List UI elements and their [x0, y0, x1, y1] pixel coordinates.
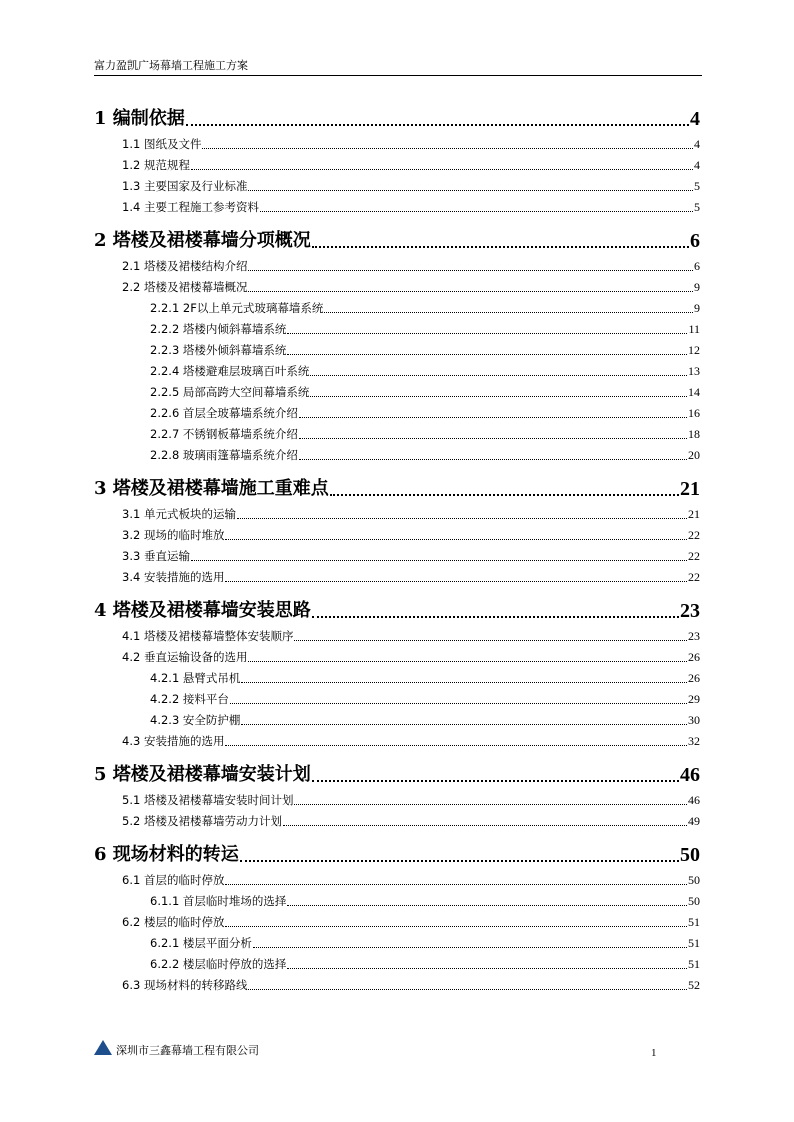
dot-leader	[248, 989, 687, 990]
toc-entry-title: 3.3 垂直运输	[122, 549, 190, 563]
toc-entry-page: 51	[688, 915, 700, 929]
toc-entry-page: 46	[680, 764, 700, 786]
toc-entry-page: 22	[688, 570, 700, 584]
dot-leader	[310, 396, 687, 397]
toc-entry-level-2[interactable]	[94, 275, 700, 296]
toc-entry-title: 6 现场材料的转运	[94, 844, 239, 865]
toc-entry-page: 51	[688, 936, 700, 950]
table-of-contents	[94, 100, 700, 994]
dot-leader	[294, 804, 687, 805]
toc-entry-title: 2.2.6 首层全玻幕墙系统介绍	[150, 406, 298, 420]
toc-entry-title: 4.2.3 安全防护棚	[150, 713, 241, 727]
dot-leader	[230, 703, 687, 704]
toc-entry-level-1[interactable]	[94, 100, 700, 132]
toc-entry-page: 5	[694, 200, 700, 214]
toc-entry-title: 2.2.3 塔楼外倾斜幕墙系统	[150, 343, 287, 357]
toc-entry-level-1[interactable]	[94, 222, 700, 254]
toc-entry-title: 6.2.2 楼层临时停放的选择	[150, 957, 287, 971]
toc-entry-page: 26	[688, 650, 700, 664]
toc-entry-title: 2 塔楼及裙楼幕墙分项概况	[94, 230, 311, 251]
company-name: 深圳市三鑫幕墙工程有限公司	[116, 1044, 259, 1057]
toc-entry-title: 6.1 首层的临时停放	[122, 873, 225, 887]
dot-leader	[253, 947, 687, 948]
dot-leader	[248, 291, 693, 292]
toc-entry-title: 6.2 楼层的临时停放	[122, 915, 225, 929]
toc-entry-level-3[interactable]	[94, 317, 700, 338]
toc-entry-level-1[interactable]	[94, 836, 700, 868]
toc-entry-page: 22	[688, 528, 700, 542]
dot-leader	[240, 860, 679, 862]
toc-entry-page: 50	[688, 873, 700, 887]
toc-entry-title: 4.2.2 接料平台	[150, 692, 229, 706]
toc-entry-title: 1.1 图纸及文件	[122, 137, 202, 151]
dot-leader	[186, 124, 689, 126]
toc-entry-page: 12	[688, 343, 700, 357]
dot-leader	[330, 494, 679, 496]
toc-entry-title: 4 塔楼及裙楼幕墙安装思路	[94, 600, 311, 621]
page-number: 1	[651, 1047, 657, 1059]
dot-leader	[248, 270, 693, 271]
toc-entry-page: 9	[694, 280, 700, 294]
dot-leader	[283, 825, 687, 826]
dot-leader	[312, 616, 679, 618]
toc-entry-level-2[interactable]	[94, 973, 700, 994]
toc-entry-page: 20	[688, 448, 700, 462]
toc-entry-title: 5.1 塔楼及裙楼幕墙安装时间计划	[122, 793, 294, 807]
dot-leader	[225, 926, 687, 927]
toc-entry-level-2[interactable]	[94, 809, 700, 830]
toc-entry-page: 18	[688, 427, 700, 441]
dot-leader	[299, 417, 687, 418]
toc-entry-title: 6.2.1 楼层平面分析	[150, 936, 252, 950]
toc-entry-title: 2.1 塔楼及裙楼结构介绍	[122, 259, 248, 273]
toc-entry-title: 4.2 垂直运输设备的选用	[122, 650, 248, 664]
toc-entry-page: 32	[688, 734, 700, 748]
dot-leader	[248, 661, 687, 662]
toc-entry-title: 2.2.2 塔楼内倾斜幕墙系统	[150, 322, 287, 336]
toc-entry-title: 3.4 安装措施的选用	[122, 570, 225, 584]
toc-entry-level-2[interactable]	[94, 174, 700, 195]
toc-entry-title: 2.2 塔楼及裙楼幕墙概况	[122, 280, 248, 294]
toc-entry-level-2[interactable]	[94, 729, 700, 750]
dot-leader	[237, 518, 687, 519]
dot-leader	[241, 682, 687, 683]
toc-entry-level-2[interactable]	[94, 910, 700, 931]
toc-entry-level-3[interactable]	[94, 338, 700, 359]
dot-leader	[225, 745, 687, 746]
toc-entry-level-2[interactable]	[94, 624, 700, 645]
toc-entry-page: 49	[688, 814, 700, 828]
toc-entry-title: 2.2.8 玻璃雨篷幕墙系统介绍	[150, 448, 298, 462]
toc-entry-page: 29	[688, 692, 700, 706]
toc-entry-level-2[interactable]	[94, 195, 700, 216]
toc-entry-level-1[interactable]	[94, 470, 700, 502]
toc-entry-level-1[interactable]	[94, 592, 700, 624]
toc-entry-level-2[interactable]	[94, 254, 700, 275]
dot-leader	[225, 884, 687, 885]
dot-leader	[225, 581, 687, 582]
toc-entry-title: 5 塔楼及裙楼幕墙安装计划	[94, 764, 311, 785]
dot-leader	[294, 640, 687, 641]
toc-entry-title: 4.2.1 悬臂式吊机	[150, 671, 241, 685]
toc-entry-title: 1.3 主要国家及行业标准	[122, 179, 248, 193]
toc-entry-page: 21	[680, 478, 700, 500]
toc-entry-title: 2.2.4 塔楼避难层玻璃百叶系统	[150, 364, 310, 378]
toc-entry-page: 50	[680, 844, 700, 866]
toc-entry-level-3[interactable]	[94, 687, 700, 708]
toc-entry-page: 6	[694, 259, 700, 273]
toc-entry-level-3[interactable]	[94, 889, 700, 910]
dot-leader	[299, 438, 687, 439]
dot-leader	[202, 148, 693, 149]
toc-entry-level-2[interactable]	[94, 523, 700, 544]
toc-entry-page: 22	[688, 549, 700, 563]
toc-entry-title: 3.1 单元式板块的运输	[122, 507, 236, 521]
toc-entry-page: 6	[690, 230, 700, 252]
toc-entry-page: 23	[680, 600, 700, 622]
toc-entry-page: 4	[694, 158, 700, 172]
dot-leader	[287, 354, 687, 355]
toc-entry-page: 9	[694, 301, 700, 315]
toc-entry-page: 4	[690, 108, 700, 130]
toc-entry-level-3[interactable]	[94, 401, 700, 422]
toc-entry-page: 26	[688, 671, 700, 685]
toc-entry-level-2[interactable]	[94, 565, 700, 586]
page-header	[94, 58, 702, 76]
document-title: 富力盈凯广场幕墙工程施工方案	[94, 59, 248, 72]
toc-entry-title: 4.1 塔楼及裙楼幕墙整体安装顺序	[122, 629, 294, 643]
dot-leader	[310, 375, 687, 376]
toc-entry-level-3[interactable]	[94, 931, 700, 952]
toc-entry-title: 2.2.1 2F以上单元式玻璃幕墙系统	[150, 301, 324, 315]
toc-entry-title: 1.4 主要工程施工参考资料	[122, 200, 259, 214]
toc-entry-level-2[interactable]	[94, 645, 700, 666]
toc-entry-page: 11	[688, 322, 700, 336]
dot-leader	[299, 459, 687, 460]
toc-entry-level-3[interactable]	[94, 380, 700, 401]
dot-leader	[287, 968, 687, 969]
toc-entry-level-3[interactable]	[94, 359, 700, 380]
toc-entry-title: 2.2.5 局部高跨大空间幕墙系统	[150, 385, 310, 399]
page-footer	[94, 1040, 664, 1060]
dot-leader	[324, 312, 693, 313]
toc-entry-page: 51	[688, 957, 700, 971]
toc-entry-level-3[interactable]	[94, 443, 700, 464]
toc-entry-level-1[interactable]	[94, 756, 700, 788]
toc-entry-title: 3 塔楼及裙楼幕墙施工重难点	[94, 478, 329, 499]
dot-leader	[312, 246, 689, 248]
toc-entry-level-3[interactable]	[94, 952, 700, 973]
dot-leader	[241, 724, 687, 725]
dot-leader	[191, 169, 693, 170]
toc-entry-title: 6.3 现场材料的转移路线	[122, 978, 248, 992]
dot-leader	[287, 905, 687, 906]
dot-leader	[287, 333, 687, 334]
toc-entry-page: 21	[688, 507, 700, 521]
company-logo-icon	[94, 1040, 112, 1055]
toc-entry-title: 5.2 塔楼及裙楼幕墙劳动力计划	[122, 814, 282, 828]
dot-leader	[248, 190, 693, 191]
dot-leader	[312, 780, 679, 782]
toc-entry-page: 52	[688, 978, 700, 992]
toc-entry-page: 14	[688, 385, 700, 399]
toc-entry-page: 4	[694, 137, 700, 151]
toc-entry-level-2[interactable]	[94, 502, 700, 523]
toc-entry-title: 1.2 规范规程	[122, 158, 190, 172]
toc-entry-level-3[interactable]	[94, 708, 700, 729]
toc-entry-page: 30	[688, 713, 700, 727]
toc-entry-level-3[interactable]	[94, 666, 700, 687]
dot-leader	[225, 539, 687, 540]
toc-entry-title: 1 编制依据	[94, 108, 185, 129]
toc-entry-page: 16	[688, 406, 700, 420]
dot-leader	[191, 560, 687, 561]
toc-entry-page: 46	[688, 793, 700, 807]
toc-entry-page: 5	[694, 179, 700, 193]
toc-entry-level-2[interactable]	[94, 544, 700, 565]
toc-entry-title: 6.1.1 首层临时堆场的选择	[150, 894, 287, 908]
toc-entry-level-3[interactable]	[94, 296, 700, 317]
toc-entry-title: 2.2.7 不锈钢板幕墙系统介绍	[150, 427, 298, 441]
toc-entry-level-2[interactable]	[94, 788, 700, 809]
toc-entry-page: 23	[688, 629, 700, 643]
toc-entry-title: 4.3 安装措施的选用	[122, 734, 225, 748]
toc-entry-level-3[interactable]	[94, 422, 700, 443]
toc-entry-page: 50	[688, 894, 700, 908]
dot-leader	[260, 211, 693, 212]
toc-entry-level-2[interactable]	[94, 132, 700, 153]
toc-entry-title: 3.2 现场的临时堆放	[122, 528, 225, 542]
toc-entry-level-2[interactable]	[94, 868, 700, 889]
toc-entry-level-2[interactable]	[94, 153, 700, 174]
toc-entry-page: 13	[688, 364, 700, 378]
